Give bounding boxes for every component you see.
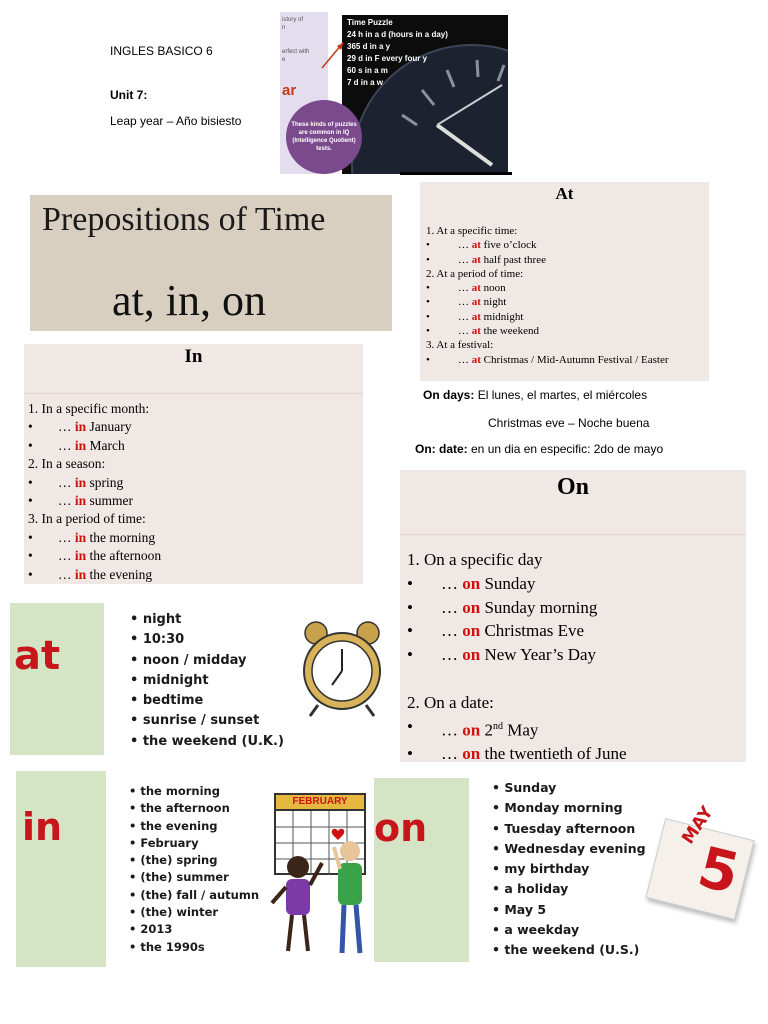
bullet-dot: • xyxy=(426,310,430,323)
row-text: the afternoon xyxy=(86,548,162,564)
row-text: the morning xyxy=(86,529,156,545)
on-date-label: On: date: xyxy=(415,442,468,456)
on-big-word: on xyxy=(374,806,428,850)
row-keyword: at xyxy=(471,296,481,309)
list-bullet: • xyxy=(129,922,141,937)
row-keyword: in xyxy=(74,493,87,509)
in-example-item xyxy=(129,818,259,835)
list-bullet: • xyxy=(129,905,141,920)
panel-bullet-row xyxy=(426,253,709,267)
panel-bullet-row xyxy=(28,492,363,510)
list-bullet: • xyxy=(492,922,505,938)
course-title: INGLES BASICO 6 xyxy=(110,44,213,58)
row-keyword: on xyxy=(462,744,481,764)
row-text: the twentieth of June xyxy=(480,744,627,764)
list-bullet: • xyxy=(492,780,505,795)
row-prefix: … xyxy=(458,282,472,295)
list-bullet: • xyxy=(492,820,505,836)
row-keyword: on xyxy=(462,621,481,641)
in-big-word: in xyxy=(22,805,63,849)
panel-bullet-row xyxy=(426,281,709,295)
bullet-dot: • xyxy=(426,253,430,266)
panel-bullet-row xyxy=(407,619,746,643)
list-bullet: • xyxy=(129,887,141,902)
list-bullet: • xyxy=(130,733,143,749)
row-prefix: … xyxy=(441,720,463,740)
on-example-item-text: my birthday xyxy=(504,861,590,877)
row-prefix: … xyxy=(441,744,463,764)
at-panel xyxy=(420,182,709,381)
row-prefix: … xyxy=(441,573,463,593)
puzzle-line: 365 d in a y xyxy=(347,42,391,51)
puzzle-arrow xyxy=(320,40,346,70)
row-text: noon xyxy=(480,282,506,295)
puzzle-line: 29 d in F every four y xyxy=(347,54,428,63)
bullet-dot: • xyxy=(28,419,33,435)
list-bullet: • xyxy=(492,840,505,856)
puzzle-side-text: istory of xyxy=(282,17,304,23)
at-example-item-text: 10:30 xyxy=(142,632,185,648)
panel-bullet-row xyxy=(426,310,709,324)
on-date-text: en un dia en especific: 2do de mayo xyxy=(467,442,664,456)
row-prefix: … xyxy=(58,566,75,582)
puzzle-title: Time Puzzle xyxy=(347,18,393,27)
bullet-dot: • xyxy=(28,566,33,582)
panel-bullet-row xyxy=(28,547,363,565)
puzzle-side-text: e xyxy=(282,57,286,63)
panel-bullet-row xyxy=(426,353,709,367)
row-prefix: … xyxy=(458,310,472,323)
on-days-text: El lunes, el martes, el miércoles xyxy=(474,388,648,402)
row-text: night xyxy=(480,296,507,309)
list-bullet: • xyxy=(129,801,141,816)
may-calendar-page xyxy=(645,802,754,920)
panel-bullet-row xyxy=(426,295,709,309)
at-panel-heading: At xyxy=(555,184,574,203)
on-example-item-text: Wednesday evening xyxy=(504,840,646,856)
row-prefix: … xyxy=(58,474,75,490)
row-keyword: at xyxy=(471,253,481,266)
calendar-month-label: FEBRUARY xyxy=(276,795,364,811)
in-example-item xyxy=(129,852,259,869)
on-example-item-text: a holiday xyxy=(504,881,569,897)
children-illustration xyxy=(264,833,370,967)
row-text: Sunday morning xyxy=(480,597,598,617)
row-tail: May xyxy=(502,720,539,740)
puzzle-side-text: erfect with xyxy=(282,49,310,55)
in-example-item-text: the morning xyxy=(140,784,220,798)
may-calendar-day: 5 xyxy=(691,834,746,908)
row-prefix: … xyxy=(458,296,472,309)
row-keyword: in xyxy=(74,437,87,453)
panel-bullet-row xyxy=(426,324,709,338)
in-green-tab xyxy=(16,771,106,967)
row-superscript: nd xyxy=(492,720,503,732)
row-keyword: on xyxy=(462,573,481,593)
at-example-item-text: the weekend (U.K.) xyxy=(142,733,284,749)
prepositions-subtitle: at, in, on xyxy=(112,276,266,325)
at-example-item-text: bedtime xyxy=(142,693,204,709)
on-examples-list xyxy=(492,778,646,961)
row-text: summer xyxy=(86,493,134,509)
panel-bullet-row xyxy=(407,572,746,596)
list-bullet: • xyxy=(492,901,505,917)
bullet-dot: • xyxy=(28,548,33,564)
panel-bullet-row xyxy=(28,529,363,547)
row-keyword: on xyxy=(462,597,481,617)
in-example-item-text: (the) spring xyxy=(140,853,218,868)
puzzle-line: 7 d in a w xyxy=(347,78,384,87)
bullet-dot: • xyxy=(28,437,33,453)
list-bullet: • xyxy=(492,800,505,816)
row-prefix: … xyxy=(58,548,75,564)
in-example-item xyxy=(129,921,259,938)
at-example-item xyxy=(130,711,284,731)
at-big-word: at xyxy=(14,633,61,679)
row-text: five o’clock xyxy=(480,239,537,252)
row-keyword: at xyxy=(471,310,481,323)
in-example-item xyxy=(129,783,259,800)
at-example-item-text: night xyxy=(142,612,182,627)
on-example-item-text: May 5 xyxy=(504,901,547,917)
bullet-dot: • xyxy=(407,621,413,641)
row-prefix: … xyxy=(458,325,472,338)
in-examples-box xyxy=(16,771,370,967)
row-prefix: … xyxy=(441,621,463,641)
list-bullet: • xyxy=(130,713,143,729)
on-example-item-text: Monday morning xyxy=(504,800,623,816)
at-examples-box xyxy=(10,603,396,755)
panel-section-heading: 3. At a festival: xyxy=(426,339,494,352)
on-example-item xyxy=(492,819,646,839)
prepositions-title-box xyxy=(30,195,392,331)
at-example-item-text: noon / midday xyxy=(142,652,247,668)
row-text: March xyxy=(86,437,125,453)
list-bullet: • xyxy=(129,939,141,954)
at-example-item xyxy=(130,671,284,691)
list-bullet: • xyxy=(129,835,141,850)
list-bullet: • xyxy=(129,818,141,833)
at-example-item xyxy=(130,732,284,752)
on-example-item-text: a weekday xyxy=(504,922,580,938)
panel-bullet-row xyxy=(28,474,363,492)
on-example-item xyxy=(492,839,646,859)
puzzle-side-text: n xyxy=(282,25,286,31)
in-example-item-text: 2013 xyxy=(140,922,173,937)
puzzle-line: 60 s in a m xyxy=(347,66,388,75)
in-example-item-text: the 1990s xyxy=(140,939,205,954)
panel-section-heading: 1. In a specific month: xyxy=(28,401,150,416)
at-green-tab xyxy=(10,603,104,755)
in-example-item-text: February xyxy=(140,835,199,850)
in-example-item-text: the evening xyxy=(140,818,218,833)
may-calendar-month: MAY xyxy=(678,802,718,848)
in-example-item-text: (the) summer xyxy=(140,870,229,885)
row-prefix: … xyxy=(441,597,463,617)
row-prefix: … xyxy=(441,645,463,665)
puzzle-line: 24 h in a d (hours in a day) xyxy=(347,30,448,39)
in-panel xyxy=(24,344,363,584)
on-example-item xyxy=(492,940,646,960)
panel-section-heading: 2. At a period of time: xyxy=(426,267,524,280)
list-bullet: • xyxy=(129,784,141,798)
row-prefix: … xyxy=(458,253,472,266)
list-bullet: • xyxy=(130,612,143,627)
on-date-note xyxy=(415,442,663,456)
panel-bullet-row xyxy=(407,643,746,667)
in-panel-heading: In xyxy=(24,344,363,394)
row-prefix: … xyxy=(458,239,472,252)
in-example-item xyxy=(129,887,259,904)
row-text: Christmas Eve xyxy=(480,621,585,641)
bullet-dot: • xyxy=(407,744,413,764)
row-text: 2 xyxy=(480,720,493,740)
list-bullet: • xyxy=(130,672,143,688)
row-text: January xyxy=(86,419,132,435)
bullet-dot: • xyxy=(28,529,33,545)
on-panel-heading: On xyxy=(400,470,746,535)
in-example-item xyxy=(129,835,259,852)
bullet-dot: • xyxy=(426,282,430,295)
unit-label: Unit 7: xyxy=(110,88,148,102)
list-bullet: • xyxy=(130,632,143,648)
row-keyword: in xyxy=(74,566,87,582)
on-example-item-text: Sunday xyxy=(504,780,557,795)
puzzle-info-circle: These kinds of puzzles are common in IQ (Intelligence Quotient) tests. xyxy=(286,100,362,174)
at-example-item xyxy=(130,651,284,671)
at-examples-list xyxy=(130,610,284,752)
at-example-item-text: sunrise / sunset xyxy=(142,713,260,729)
bullet-dot: • xyxy=(407,645,413,665)
row-keyword: at xyxy=(471,353,481,366)
on-days-note xyxy=(423,388,647,402)
prepositions-title: Prepositions of Time xyxy=(42,201,326,238)
on-example-item-text: Tuesday afternoon xyxy=(504,820,636,836)
bullet-dot: • xyxy=(407,597,413,617)
in-example-item-text: (the) winter xyxy=(140,905,219,920)
on-example-item xyxy=(492,900,646,920)
in-example-item-text: (the) fall / autumn xyxy=(140,887,260,902)
puzzle-underline xyxy=(400,172,512,175)
at-example-item xyxy=(130,630,284,650)
panel-spacer xyxy=(407,667,746,691)
row-keyword: in xyxy=(74,474,87,490)
row-prefix: … xyxy=(58,419,75,435)
on-panel xyxy=(400,470,746,762)
list-bullet: • xyxy=(492,942,505,958)
row-keyword: in xyxy=(74,419,87,435)
on-example-item-text: the weekend (U.S.) xyxy=(504,942,640,958)
panel-bullet-row xyxy=(28,418,363,436)
bullet-dot: • xyxy=(28,493,33,509)
panel-section-heading: 1. On a specific day xyxy=(407,550,543,569)
list-bullet: • xyxy=(129,853,141,868)
list-bullet: • xyxy=(492,881,505,897)
bullet-dot: • xyxy=(407,716,413,736)
row-text: the evening xyxy=(86,566,153,582)
on-example-item xyxy=(492,859,646,879)
list-bullet: • xyxy=(130,652,143,668)
topic-label: Leap year – Año bisiesto xyxy=(110,114,242,128)
row-text: spring xyxy=(86,474,124,490)
bullet-dot: • xyxy=(28,474,33,490)
on-examples-box xyxy=(374,778,760,962)
bullet-dot: • xyxy=(426,353,430,366)
in-examples-list xyxy=(129,783,259,956)
row-keyword: in xyxy=(74,529,87,545)
list-bullet: • xyxy=(492,861,505,877)
panel-section-heading: 2. In a season: xyxy=(28,456,106,472)
panel-bullet-row xyxy=(407,715,746,742)
panel-bullet-row xyxy=(28,437,363,455)
in-example-item xyxy=(129,800,259,817)
in-example-item xyxy=(129,939,259,956)
panel-bullet-row xyxy=(407,596,746,620)
christmas-eve-note: Christmas eve – Noche buena xyxy=(488,416,650,430)
in-example-item xyxy=(129,869,259,886)
row-keyword: at xyxy=(471,282,481,295)
puzzle-side-text xyxy=(282,32,328,40)
panel-section-heading: 1. At a specific time: xyxy=(426,225,518,237)
row-keyword: on xyxy=(462,645,481,665)
time-puzzle-image xyxy=(342,15,508,174)
in-example-item-text: the afternoon xyxy=(140,801,230,816)
bullet-dot: • xyxy=(426,239,430,252)
on-days-label: On days: xyxy=(423,388,475,402)
panel-section-heading: 3. In a period of time: xyxy=(28,511,146,527)
row-prefix: … xyxy=(458,353,472,366)
at-example-item xyxy=(130,691,284,711)
on-example-item xyxy=(492,879,646,899)
row-keyword: on xyxy=(462,720,481,740)
row-text: the weekend xyxy=(480,325,539,338)
panel-bullet-row xyxy=(426,238,709,252)
row-keyword: in xyxy=(74,548,87,564)
row-prefix: … xyxy=(58,529,75,545)
panel-section-heading: 2. On a date: xyxy=(407,692,494,712)
in-example-item xyxy=(129,904,259,921)
on-example-item xyxy=(492,798,646,818)
at-example-item-text: midnight xyxy=(142,672,209,688)
on-example-item xyxy=(492,920,646,940)
alarm-clock-icon xyxy=(296,619,388,719)
panel-bullet-row xyxy=(407,742,746,766)
at-example-item xyxy=(130,610,284,630)
row-prefix: … xyxy=(58,493,75,509)
row-text: half past three xyxy=(480,253,546,266)
bullet-dot: • xyxy=(426,325,430,338)
row-text: Sunday xyxy=(480,573,536,593)
list-bullet: • xyxy=(129,870,141,885)
row-text: Christmas / Mid-Autumn Festival / Easter xyxy=(480,353,669,366)
panel-bullet-row xyxy=(28,566,363,584)
puzzle-side-word: ar xyxy=(282,82,297,99)
list-bullet: • xyxy=(130,693,143,709)
bullet-dot: • xyxy=(407,573,413,593)
row-text: midnight xyxy=(480,310,524,323)
on-example-item xyxy=(492,778,646,798)
row-keyword: at xyxy=(471,239,481,252)
row-prefix: … xyxy=(58,437,75,453)
bullet-dot: • xyxy=(426,296,430,309)
row-text: New Year’s Day xyxy=(480,645,597,665)
row-keyword: at xyxy=(471,325,481,338)
